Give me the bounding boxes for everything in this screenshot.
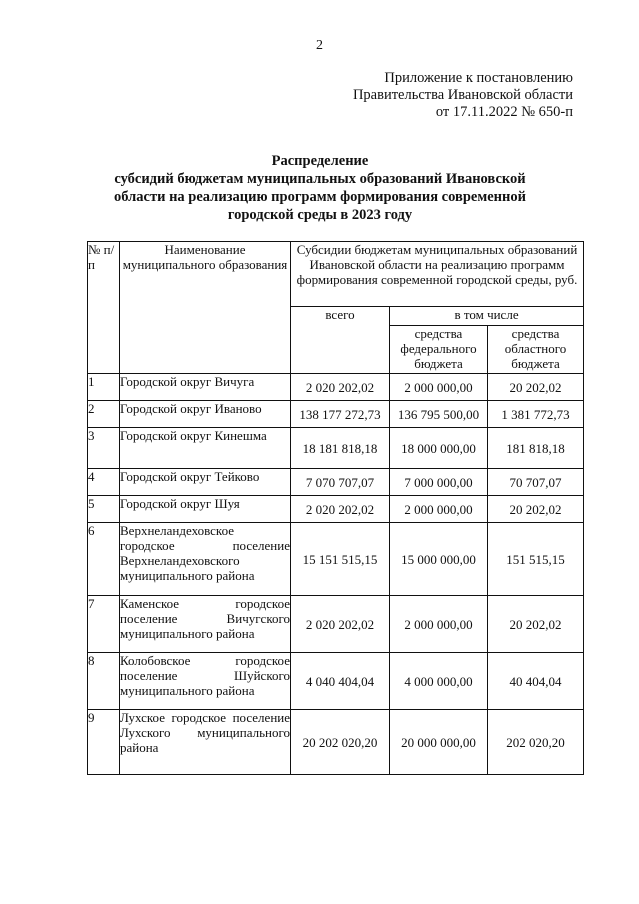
- row-regional: 20 202,02: [488, 496, 584, 523]
- header-including: в том числе: [390, 307, 584, 326]
- header-num: № п/п: [88, 242, 120, 374]
- row-name: Каменское городское поселение Вичугского муниципального района: [120, 596, 291, 653]
- table-row: [88, 496, 584, 523]
- table-row: [88, 523, 584, 596]
- row-num: 6: [88, 523, 120, 596]
- header-total: всего: [291, 307, 390, 374]
- row-name: Колобовское городское поселение Шуйского муниципального района: [120, 653, 291, 710]
- title-line-1: Распределение: [271, 153, 369, 169]
- header-name: Наименование муниципального образования: [120, 242, 291, 374]
- page-number: 2: [316, 38, 323, 53]
- appendix-line-2: Правительства Ивановской области: [352, 87, 573, 103]
- row-federal: 7 000 000,00: [390, 469, 488, 496]
- row-name: Городской округ Тейково: [120, 469, 291, 496]
- row-federal: 15 000 000,00: [390, 523, 488, 596]
- table-row: [88, 710, 584, 775]
- row-regional: 151 515,15: [488, 523, 584, 596]
- table-row: [88, 374, 584, 401]
- appendix-line-3: от 17.11.2022 № 650-п: [435, 104, 573, 120]
- row-regional: 20 202,02: [488, 596, 584, 653]
- row-name: Городской округ Вичуга: [120, 374, 291, 401]
- row-regional: 181 818,18: [488, 428, 584, 469]
- row-federal: 20 000 000,00: [390, 710, 488, 775]
- row-num: 9: [88, 710, 120, 775]
- table-row: [88, 401, 584, 428]
- row-num: 1: [88, 374, 120, 401]
- row-total: 15 151 515,15: [291, 523, 390, 596]
- row-total: 2 020 202,02: [291, 374, 390, 401]
- title-line-3: области на реализацию программ формирования современной: [114, 189, 526, 205]
- row-federal: 136 795 500,00: [390, 401, 488, 428]
- title-line-2: субсидий бюджетам муниципальных образований Ивановской: [114, 171, 526, 187]
- row-total: 138 177 272,73: [291, 401, 390, 428]
- row-regional: 70 707,07: [488, 469, 584, 496]
- header-federal: средства федерального бюджета: [390, 326, 488, 374]
- table-row: [88, 428, 584, 469]
- row-name: Верхнеландеховское городское поселение Верхнеландеховского муниципального района: [120, 523, 291, 596]
- row-regional: 20 202,02: [488, 374, 584, 401]
- document-title: [80, 152, 560, 224]
- row-name: Городской округ Кинешма: [120, 428, 291, 469]
- row-total: 20 202 020,20: [291, 710, 390, 775]
- row-regional: 1 381 772,73: [488, 401, 584, 428]
- appendix-block: [353, 70, 573, 121]
- row-num: 4: [88, 469, 120, 496]
- row-total: 7 070 707,07: [291, 469, 390, 496]
- row-total: 2 020 202,02: [291, 496, 390, 523]
- row-name: Лухское городское поселение Лухского муниципального района: [120, 710, 291, 775]
- table-row: [88, 469, 584, 496]
- table-row: [88, 653, 584, 710]
- row-federal: 4 000 000,00: [390, 653, 488, 710]
- row-federal: 2 000 000,00: [390, 496, 488, 523]
- row-federal: 18 000 000,00: [390, 428, 488, 469]
- title-line-4: городской среды в 2023 году: [227, 207, 413, 223]
- table-row: [88, 596, 584, 653]
- row-regional: 202 020,20: [488, 710, 584, 775]
- distribution-table: [87, 241, 584, 775]
- row-num: 7: [88, 596, 120, 653]
- row-total: 2 020 202,02: [291, 596, 390, 653]
- row-federal: 2 000 000,00: [390, 596, 488, 653]
- appendix-line-1: Приложение к постановлению: [384, 70, 573, 86]
- row-total: 18 181 818,18: [291, 428, 390, 469]
- row-num: 8: [88, 653, 120, 710]
- row-name: Городской округ Шуя: [120, 496, 291, 523]
- row-total: 4 040 404,04: [291, 653, 390, 710]
- row-num: 3: [88, 428, 120, 469]
- row-num: 5: [88, 496, 120, 523]
- header-regional: средства областного бюджета: [488, 326, 584, 374]
- row-num: 2: [88, 401, 120, 428]
- row-regional: 40 404,04: [488, 653, 584, 710]
- header-subsidies: Субсидии бюджетам муниципальных образований Ивановской области на реализацию программ формирования современной городской среды, руб.: [291, 242, 584, 307]
- row-federal: 2 000 000,00: [390, 374, 488, 401]
- row-name: Городской округ Иваново: [120, 401, 291, 428]
